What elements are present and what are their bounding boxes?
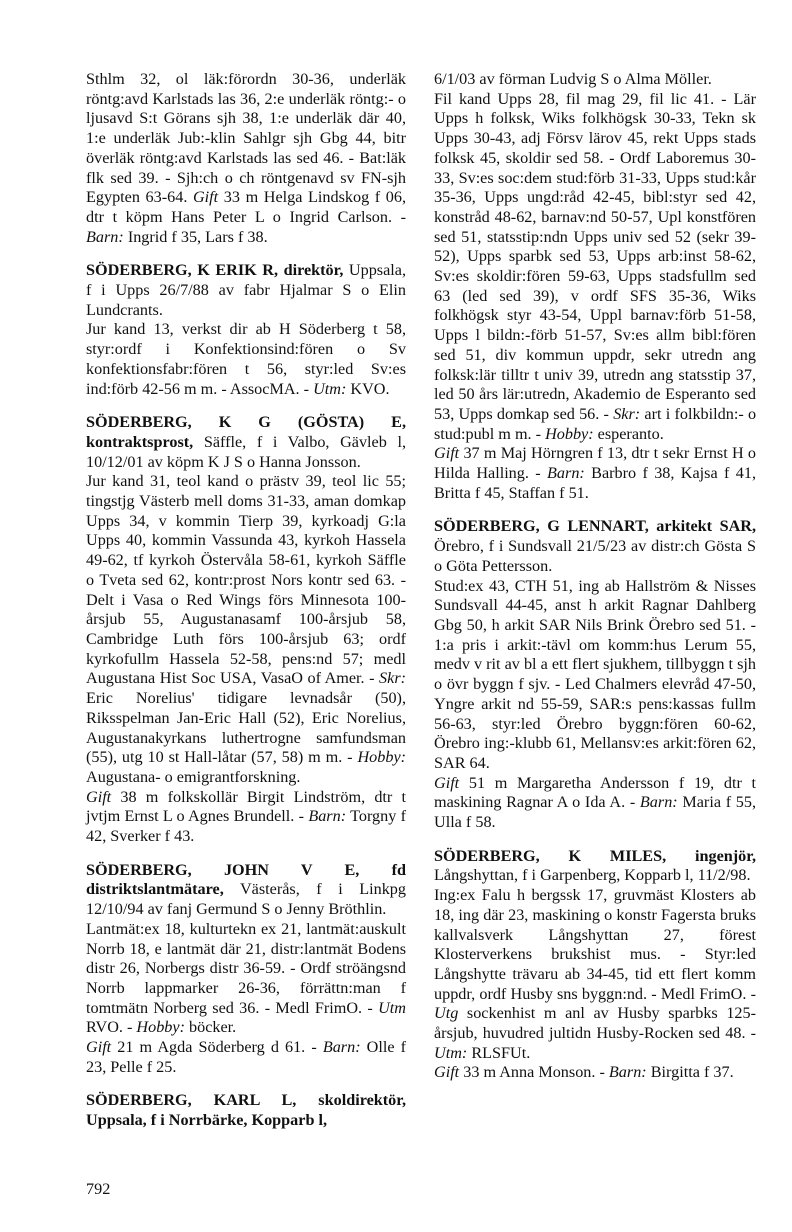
- barn-text: Olle f 23, Pelle f 25.: [86, 1038, 407, 1076]
- entry-body: Sthlm 32, ol läk:förordn 30-36, underläk röntg:avd Karlstads las 36, 2:e underläk röntg:- o ljusavd S:t Görans sjh 38, 1:e underläk där 40, 1:e underläk Jub:-klin Sahlgr sjh Gbg 44, bitr överläk röntg:avd Karlstads las sed 46. - Bat:läk flk sed 39. - Sjh:ch o ch röntgenavd sv FN-sjh Egypten 63-64.: [86, 70, 406, 207]
- hobby-label: Hobby:: [357, 748, 407, 767]
- barn-text: Ingrid f 35, Lars f 38.: [127, 227, 268, 246]
- entry-title: ingenjör,: [694, 846, 756, 865]
- barn-label: Barn:: [608, 1063, 647, 1082]
- gift-text: 33 m Helga Lindskog f 06, dtr t köpm Hans Peter L o Ingrid Carlson. -: [86, 188, 407, 226]
- entry-soderberg-karl-l: [86, 1091, 406, 1130]
- entry-name: SÖDERBERG, K MILES,: [434, 846, 667, 865]
- entry-intro: Västerås, f i Linkpg 12/10/94 av fanj Germund S o Jenny Bröthlin.: [86, 880, 406, 919]
- page-number: 792: [86, 1180, 111, 1198]
- entry-continuation: 6/1/03 av förman Ludvig S o Alma Möller.: [434, 70, 712, 88]
- entry-body: Jur kand 13, verkst dir ab H Söderberg t 58, styr:ordf i Konfektionsind:fören o Sv konfektionsfabr:fören t 56, styr:led Sv:es ind:förb 42-56 m m. - AssocMA. -: [86, 320, 406, 398]
- hobby-text: esperanto.: [597, 424, 664, 443]
- barn-label: Barn:: [547, 464, 585, 483]
- entry-body: Stud:ex 43, CTH 51, ing ab Hallström & Nisses Sundsvall 44-45, anst h arkit Ragnar Dahlberg Gbg 50, h arkit SAR Nils Brink Örebro sed 51. - 1:a pris i arkit:-tävl om komm:hus Lerum 55, medv v rit av bl a ett flert sjukhem, tillbyggn t sjh o övr byggn f sjv. - Led Chalmers elevråd 47-50, Yngre arkit nd 55-59, SAR:s pens:kassas fullm 56-63, styr:led Örebro byggn:fören 60-62, Örebro ing:-klubb 61, Mellansv:es arkit:fören 62, SAR 64.: [434, 576, 756, 772]
- right-column: [434, 70, 756, 1097]
- gift-text: 38 m folkskollär Birgit Lindström, dtr t jvtjm Ernst L o Agnes Brundell. -: [86, 787, 407, 826]
- entry-name: SÖDERBERG, G LENNART,: [434, 517, 649, 536]
- utm-label: Utm: [378, 998, 406, 1017]
- gift-label: Gift: [86, 787, 112, 806]
- barn-label: Barn:: [639, 793, 678, 812]
- entry-title: direktör,: [283, 261, 344, 280]
- barn-text: Barbro f 38, Kajsa f 41, Britta f 45, Staffan f 51.: [434, 464, 756, 502]
- entry-title: skoldirektör,: [318, 1091, 406, 1110]
- skr-label: Skr:: [613, 404, 641, 423]
- barn-label: Barn:: [308, 807, 347, 826]
- gift-label: Gift: [192, 188, 219, 207]
- entry-title: fd distriktslantmätare,: [86, 860, 407, 899]
- hobby-label: Hobby:: [545, 424, 594, 443]
- entry-intro: Långshyttan, f i Garpenberg, Kopparb l, 11/2/98.: [434, 866, 751, 885]
- gift-text: 33 m Anna Monson. -: [463, 1063, 605, 1082]
- entry-continuation-left: [86, 70, 406, 247]
- entry-intro: Uppsala, f i Upps 26/7/88 av fabr Hjalmar S o Elin Lundcrants.: [86, 261, 407, 319]
- gift-text: 21 m Agda Söderberg d 61. -: [117, 1038, 317, 1057]
- barn-label: Barn:: [86, 227, 124, 246]
- hobby-label: Hobby:: [136, 1018, 185, 1037]
- utg-text: sockenhist m anl av Husby sparbks 125-årsjub, huvudred jultidn Husby-Rocken sed 48. -: [434, 1004, 756, 1043]
- entry-body: Fil kand Upps 28, fil mag 29, fil lic 41. - Lär Upps h folksk, Wiks folkhögsk 30-33, Tekn sk Upps 30-43, adj Försv lärov 45, rekt Upps stads folksk 45, skoldir sed 58. - Ordf Laboremus 30-33, Sv:es soc:dem stud:förb 31-33, Upps stud:kår 35-36, Upps ungd:råd 42-45, bibl:styr sed 42, konstråd 48-62, barnav:nd 50-57, Upl konstfören sed 51, statsstip:ndn Upps univ sed 52 (sekr 39-52), Upps sparbk sed 53, Upps arb:inst 58-62, Sv:es skoldir:fören 59-63, Upps stadsfullm sed 63 (led sed 39), v ordf SFS 35-36, Wiks folkhögsk styr 43-54, Uppl barnav:förb 51-58, Upps l bildn:-förb 51-57, Sv:es allm bibl:fören sed 51, div kommun uppdr, sekr utredn ang folksk:lär tilltr t univ 39, utredn ang statsstip 37, led 50 års lär:utredn, Akademio de Esperanto sed 53, Upps domkap sed 56. -: [434, 89, 756, 423]
- skr-text: art i folkbildn:- o stud:publ m m. -: [434, 404, 757, 443]
- skr-text: Eric Norelius' tidigare levnadsår (50), Riksspelman Jan-Eric Hall (52), Eric Norelius, Augustanakyrkans luthertrogne samfundsman (55), utg 10 st Hall-låtar (57, 58) m m. -: [86, 689, 406, 767]
- entry-name: SÖDERBERG, K ERIK R,: [86, 261, 279, 280]
- gift-label: Gift: [86, 1038, 112, 1057]
- entry-name: SÖDERBERG, KARL L,: [86, 1091, 297, 1110]
- entry-soderberg-john-v-e: [86, 861, 406, 1078]
- gift-text: 51 m Margaretha Andersson f 19, dtr t maskining Ragnar A o Ida A. -: [434, 773, 757, 812]
- entry-continuation-right: [434, 70, 756, 503]
- entry-soderberg-k-erik-r: [86, 261, 406, 399]
- utm-text: KVO.: [350, 379, 390, 398]
- utm-text: RVO. -: [86, 1018, 133, 1037]
- hobby-text: böcker.: [189, 1018, 237, 1037]
- skr-label: Skr:: [379, 669, 407, 688]
- entry-body: Lantmät:ex 18, kulturtekn ex 21, lantmät:auskult Norrb 18, e lantmät där 21, distr:lantmät Bodens distr 26, Norbergs distr 36-59. - Ordf ströängsnd Norrb lappmarker 26-36, förrättn:man f tomtmätn Norberg sed 36. - Medl FrimO. -: [86, 919, 406, 1017]
- utm-label: Utm:: [434, 1043, 468, 1062]
- entry-soderberg-k-g-gosta-e: [86, 413, 406, 846]
- utm-text: RLSFUt.: [471, 1043, 531, 1062]
- entry-name: SÖDERBERG, K G (GÖSTA) E,: [86, 413, 406, 432]
- left-column: [86, 70, 406, 1145]
- gift-text: 37 m Maj Hörngren f 13, dtr t sekr Ernst H o Hilda Halling. -: [434, 444, 756, 483]
- entry-name: SÖDERBERG, JOHN V E,: [86, 860, 360, 879]
- entry-soderberg-k-miles: [434, 847, 756, 1083]
- barn-text: Birgitta f 37.: [650, 1063, 734, 1082]
- entry-intro: Säffle, f i Valbo, Gävleb l, 10/12/01 av köpm K J S o Hanna Jonsson.: [86, 432, 406, 471]
- gift-label: Gift: [434, 773, 460, 792]
- entry-body: Jur kand 31, teol kand o prästv 39, teol lic 55; tingstjg Västerb mell doms 31-33, aman domkap Upps 34, v kommin Tierp 39, kyrkoadj G:la Upps 40, kommin Vassunda 43, kyrkoh Hassela 49-62, tf kyrkoh Östervåla 58-61, kyrkoh Säffle o Tveta sed 62, kontr:prost Nors kontr sed 63. - Delt i Vasa o Red Wings förs Minnesota 100-årsjub 55, Augustanasamf 100-årsjub 58, Cambridge Luth förs 100-årsjub 63; ordf kyrkofullm Hassela 52-58, pens:nd 57; medl Augustana Hist Soc USA, VasaO of Amer. -: [86, 472, 406, 688]
- barn-text: Maria f 55, Ulla f 58.: [434, 793, 757, 832]
- hobby-text: Augustana- o emigrantforskning.: [86, 767, 301, 786]
- entry-soderberg-g-lennart: [434, 517, 756, 832]
- gift-label: Gift: [434, 1063, 460, 1082]
- utg-label: Utg: [434, 1004, 459, 1023]
- gift-label: Gift: [434, 444, 460, 463]
- entry-body: Ing:ex Falu h bergssk 17, gruvmäst Klosters ab 18, ing där 23, maskining o konstr Fagersta bruks kallvalsverk Långshyttan 27, förest Klosterverkens brukshist mus. - Styr:led Långshytte trävaru ab 34-45, tid ett flert komm uppdr, ordf Husby sns byggn:nd. - Medl FrimO. -: [434, 886, 756, 1003]
- entry-intro: Örebro, f i Sundsvall 21/5/23 av distr:ch Gösta S o Göta Pettersson.: [434, 537, 756, 575]
- entry-title: kontraktsprost,: [86, 432, 194, 451]
- entry-title: arkitekt SAR,: [656, 517, 756, 536]
- entry-intro: Uppsala, f i Norrbärke, Kopparb l,: [86, 1111, 328, 1130]
- utm-label: Utm:: [313, 379, 347, 398]
- barn-text: Torgny f 42, Sverker f 43.: [86, 807, 407, 846]
- barn-label: Barn:: [322, 1038, 361, 1057]
